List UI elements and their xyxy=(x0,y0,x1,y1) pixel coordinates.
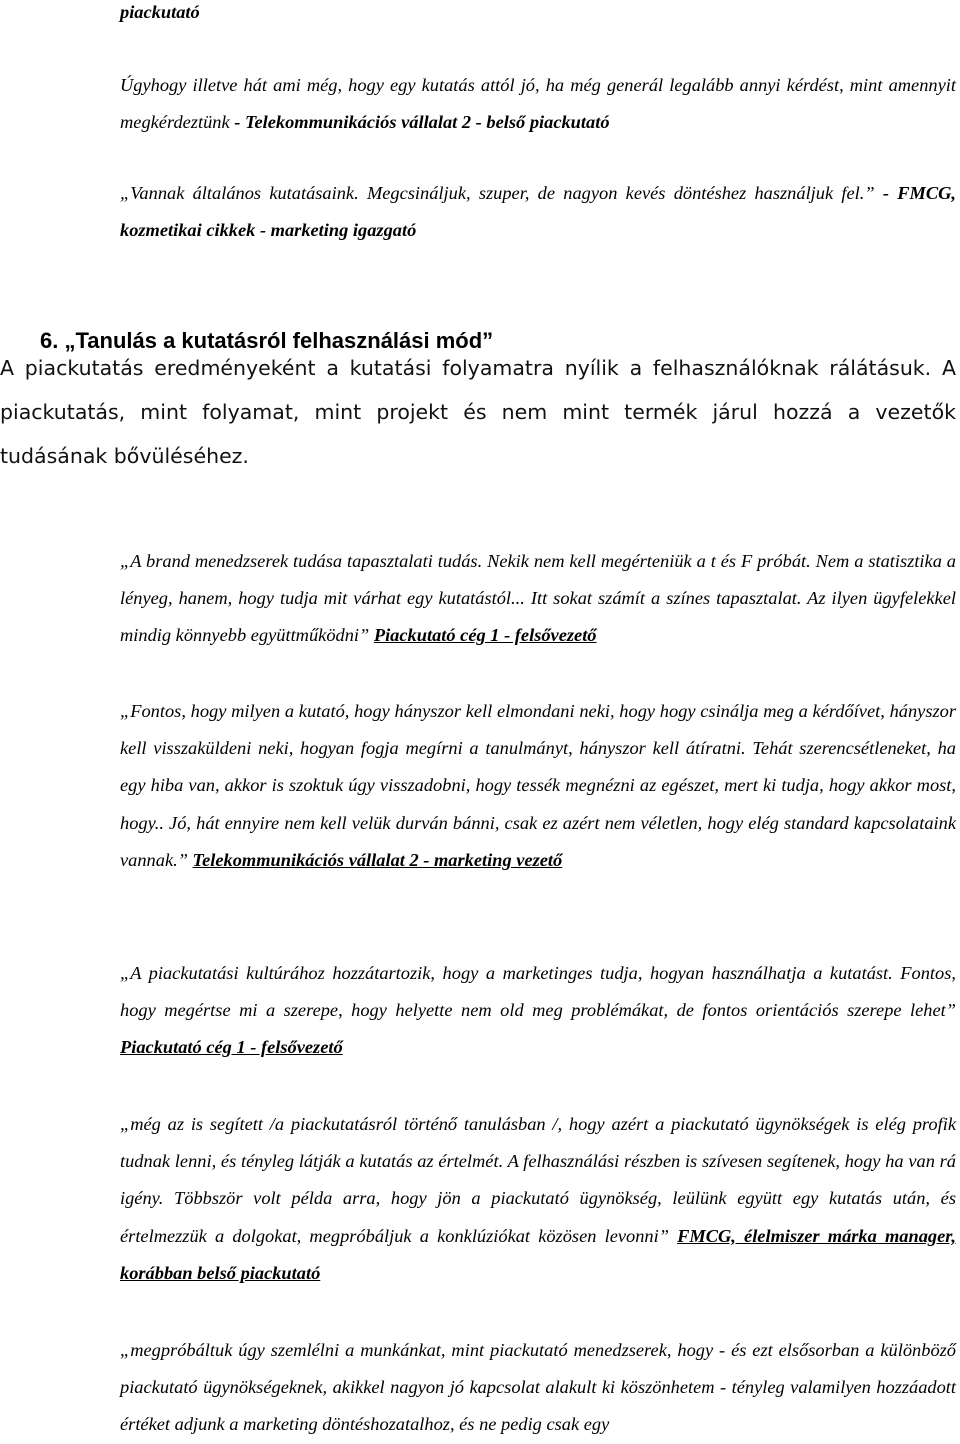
quote-1-attribution: - Telekommunikációs vállalat 2 - belső piackutató xyxy=(234,112,610,133)
quote-5-attribution: Piackutató cég 1 - felsővezető xyxy=(120,1037,343,1058)
carryover-attribution: piackutató xyxy=(120,2,200,22)
quote-3 xyxy=(120,543,956,655)
quote-6-text: „még az is segített /a piackutatásról történő tanulásban /, hogy azért a piackutató ügynökségek is elég profik tudnak lenni, és tényleg látják a kutatás az értelmét. A felhasználási részben is szívesen segítenek, hogy ha van rá igény. Többször volt példa arra, hogy jön a piackutató ügynökség, leülünk együtt egy kutatás után, és értelmezzük a dolgokat, megpróbáljuk a konklúziókat közösen levonni” xyxy=(120,1114,956,1246)
quote-6-attribution: FMCG, élelmiszer márka manager, korábban belső piackutató xyxy=(120,1225,957,1283)
quote-5-text: „A piackutatási kultúrához hozzátartozik, hogy a marketinges tudja, hogyan használhatja a kutatást. Fontos, hogy megértse mi a szerepe, hogy helyette nem old meg problémákat, de fontos orientációs szerepe lehet” xyxy=(120,963,956,1021)
section-heading: 6. „Tanulás a kutatásról felhasználási mód” xyxy=(40,328,494,353)
quote-2-attribution: - FMCG, kozmetikai cikkek - marketing igazgató xyxy=(120,183,956,241)
quote-4-text: „Fontos, hogy milyen a kutató, hogy hányszor kell elmondani neki, hogy hogy csinálja meg a kérdőívet, hányszor kell visszaküldeni neki, hogyan fogja megírni a tanulmányt, hányszor kell átíratni. Tehát szerencsétleneket, ha egy hiba van, akkor is szoktuk úgy visszadobni, hogy tessék megnézni az egészet, mert ki tudja, hogy akkor most, hogy.. Jó, hát ennyire nem kell velük durván bánni, csak ez azért nem véletlen, hogy elég standard kapcsolataink vannak.” xyxy=(120,701,956,870)
quote-1-text: Úgyhogy illetve hát ami még, hogy egy kutatás attól jó, ha még generál legalább annyi kérdést, mint amennyit megkérdeztünk xyxy=(120,75,956,133)
quote-7-text: „megpróbáltuk úgy szemlélni a munkánkat, mint piackutató menedzserek, hogy - és ezt elsősorban a különböző piackutató ügynökségeknek, akikkel nagyon jó kapcsolat alakult ki köszönhetem - tényleg valamilyen hozzáadott értéket adjunk a marketing döntéshozatalhoz, és ne pedig csak egy xyxy=(120,1340,956,1435)
quote-3-text: „A brand menedzserek tudása tapasztalati tudás. Nekik nem kell megérteniük a t és F próbát. Nem a statisztika a lényeg, hanem, hogy tudja mit várhat egy kutatástól... Itt sokat számít a színes tapasztalat. Az ilyen ügyfelekkel mindig könnyebb együttműködni” xyxy=(120,551,956,646)
section-body: A piackutatás eredményeként a kutatási folyamatra nyílik a felhasználóknak rálátásuk. A piackutatás, mint folyamat, mint projekt és nem mint termék járul hozzá a vezetők tudásának bővüléséhez. xyxy=(0,356,956,469)
quote-1 xyxy=(120,67,956,141)
quote-3-attribution: Piackutató cég 1 - felsővezető xyxy=(373,625,597,646)
quote-5 xyxy=(120,955,956,1067)
quote-6 xyxy=(120,1106,956,1292)
quote-2 xyxy=(120,175,956,249)
quote-2-text: „Vannak általános kutatásaink. Megcsináljuk, szuper, de nagyon kevés döntéshez használjuk fel.” xyxy=(120,183,883,203)
quote-4 xyxy=(120,693,956,879)
quote-7 xyxy=(120,1332,956,1444)
quote-4-attribution: Telekommunikációs vállalat 2 - marketing vezető xyxy=(192,849,563,870)
